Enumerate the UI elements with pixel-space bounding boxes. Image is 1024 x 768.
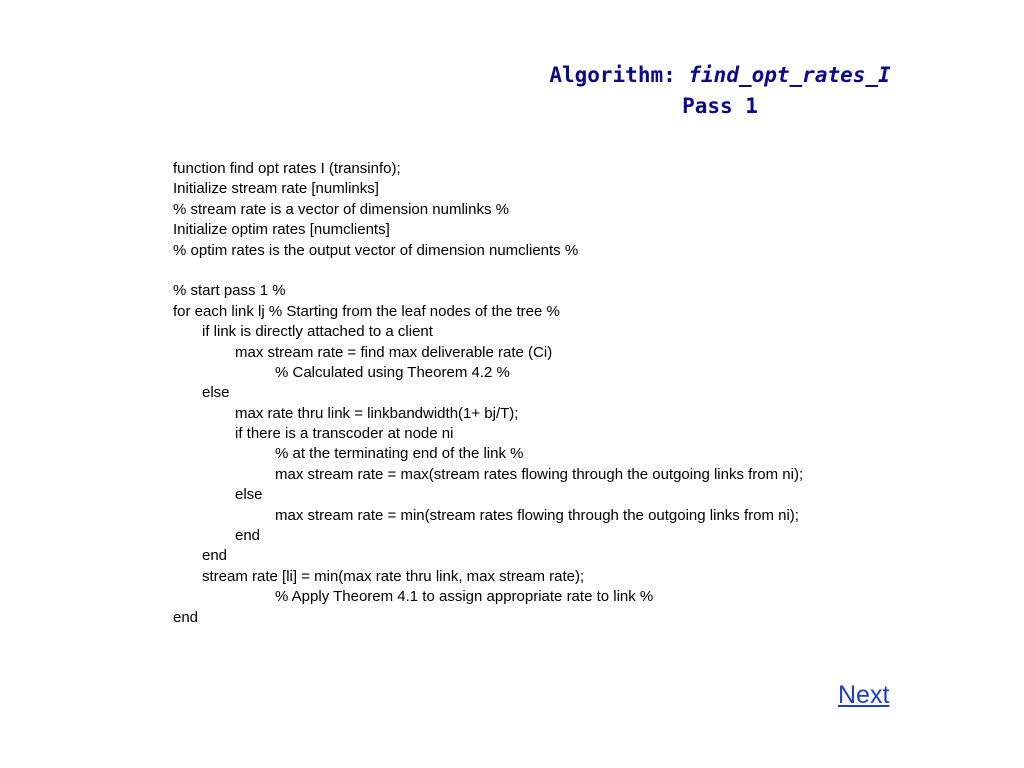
code-line: % stream rate is a vector of dimension numlinks % xyxy=(173,200,509,218)
algorithm-name: find_opt_rates_I xyxy=(688,63,891,87)
code-line: % optim rates is the output vector of dimension numclients % xyxy=(173,241,579,259)
code-line xyxy=(173,261,803,281)
next-link[interactable]: Next xyxy=(838,681,890,709)
code-line: end xyxy=(202,547,228,565)
code-line: end xyxy=(173,608,199,626)
code-line: Initialize stream rate [numlinks] xyxy=(173,180,379,198)
code-line: % Apply Theorem 4.1 to assign appropriate rate to link % xyxy=(275,588,654,606)
code-line: % at the terminating end of the link % xyxy=(275,445,524,463)
code-line: else xyxy=(202,384,230,402)
pseudocode-block xyxy=(173,159,803,628)
code-line: if there is a transcoder at node ni xyxy=(235,425,454,443)
code-line: end xyxy=(235,527,261,545)
title-prefix: Algorithm: xyxy=(549,63,689,87)
title-subtitle: Pass 1 xyxy=(682,94,758,118)
code-line: Initialize optim rates [numclients] xyxy=(173,221,390,239)
code-line: else xyxy=(235,486,263,504)
code-line: stream rate [li] = min(max rate thru link, max stream rate); xyxy=(202,567,585,585)
title-line-1 xyxy=(470,60,970,91)
code-line: max rate thru link = linkbandwidth(1+ bj/T); xyxy=(235,404,519,422)
code-line: max stream rate = min(stream rates flowing through the outgoing links from ni); xyxy=(275,506,799,524)
code-line: for each link lj % Starting from the leaf nodes of the tree % xyxy=(173,302,560,320)
code-line: if link is directly attached to a client xyxy=(202,323,433,341)
code-line: % start pass 1 % xyxy=(173,282,286,300)
code-line: % Calculated using Theorem 4.2 % xyxy=(275,363,510,381)
code-line: max stream rate = max(stream rates flowing through the outgoing links from ni); xyxy=(275,465,804,483)
code-line: max stream rate = find max deliverable rate (Ci) xyxy=(235,343,553,361)
code-line: function find opt rates I (transinfo); xyxy=(173,160,401,177)
slide-title xyxy=(470,60,970,122)
